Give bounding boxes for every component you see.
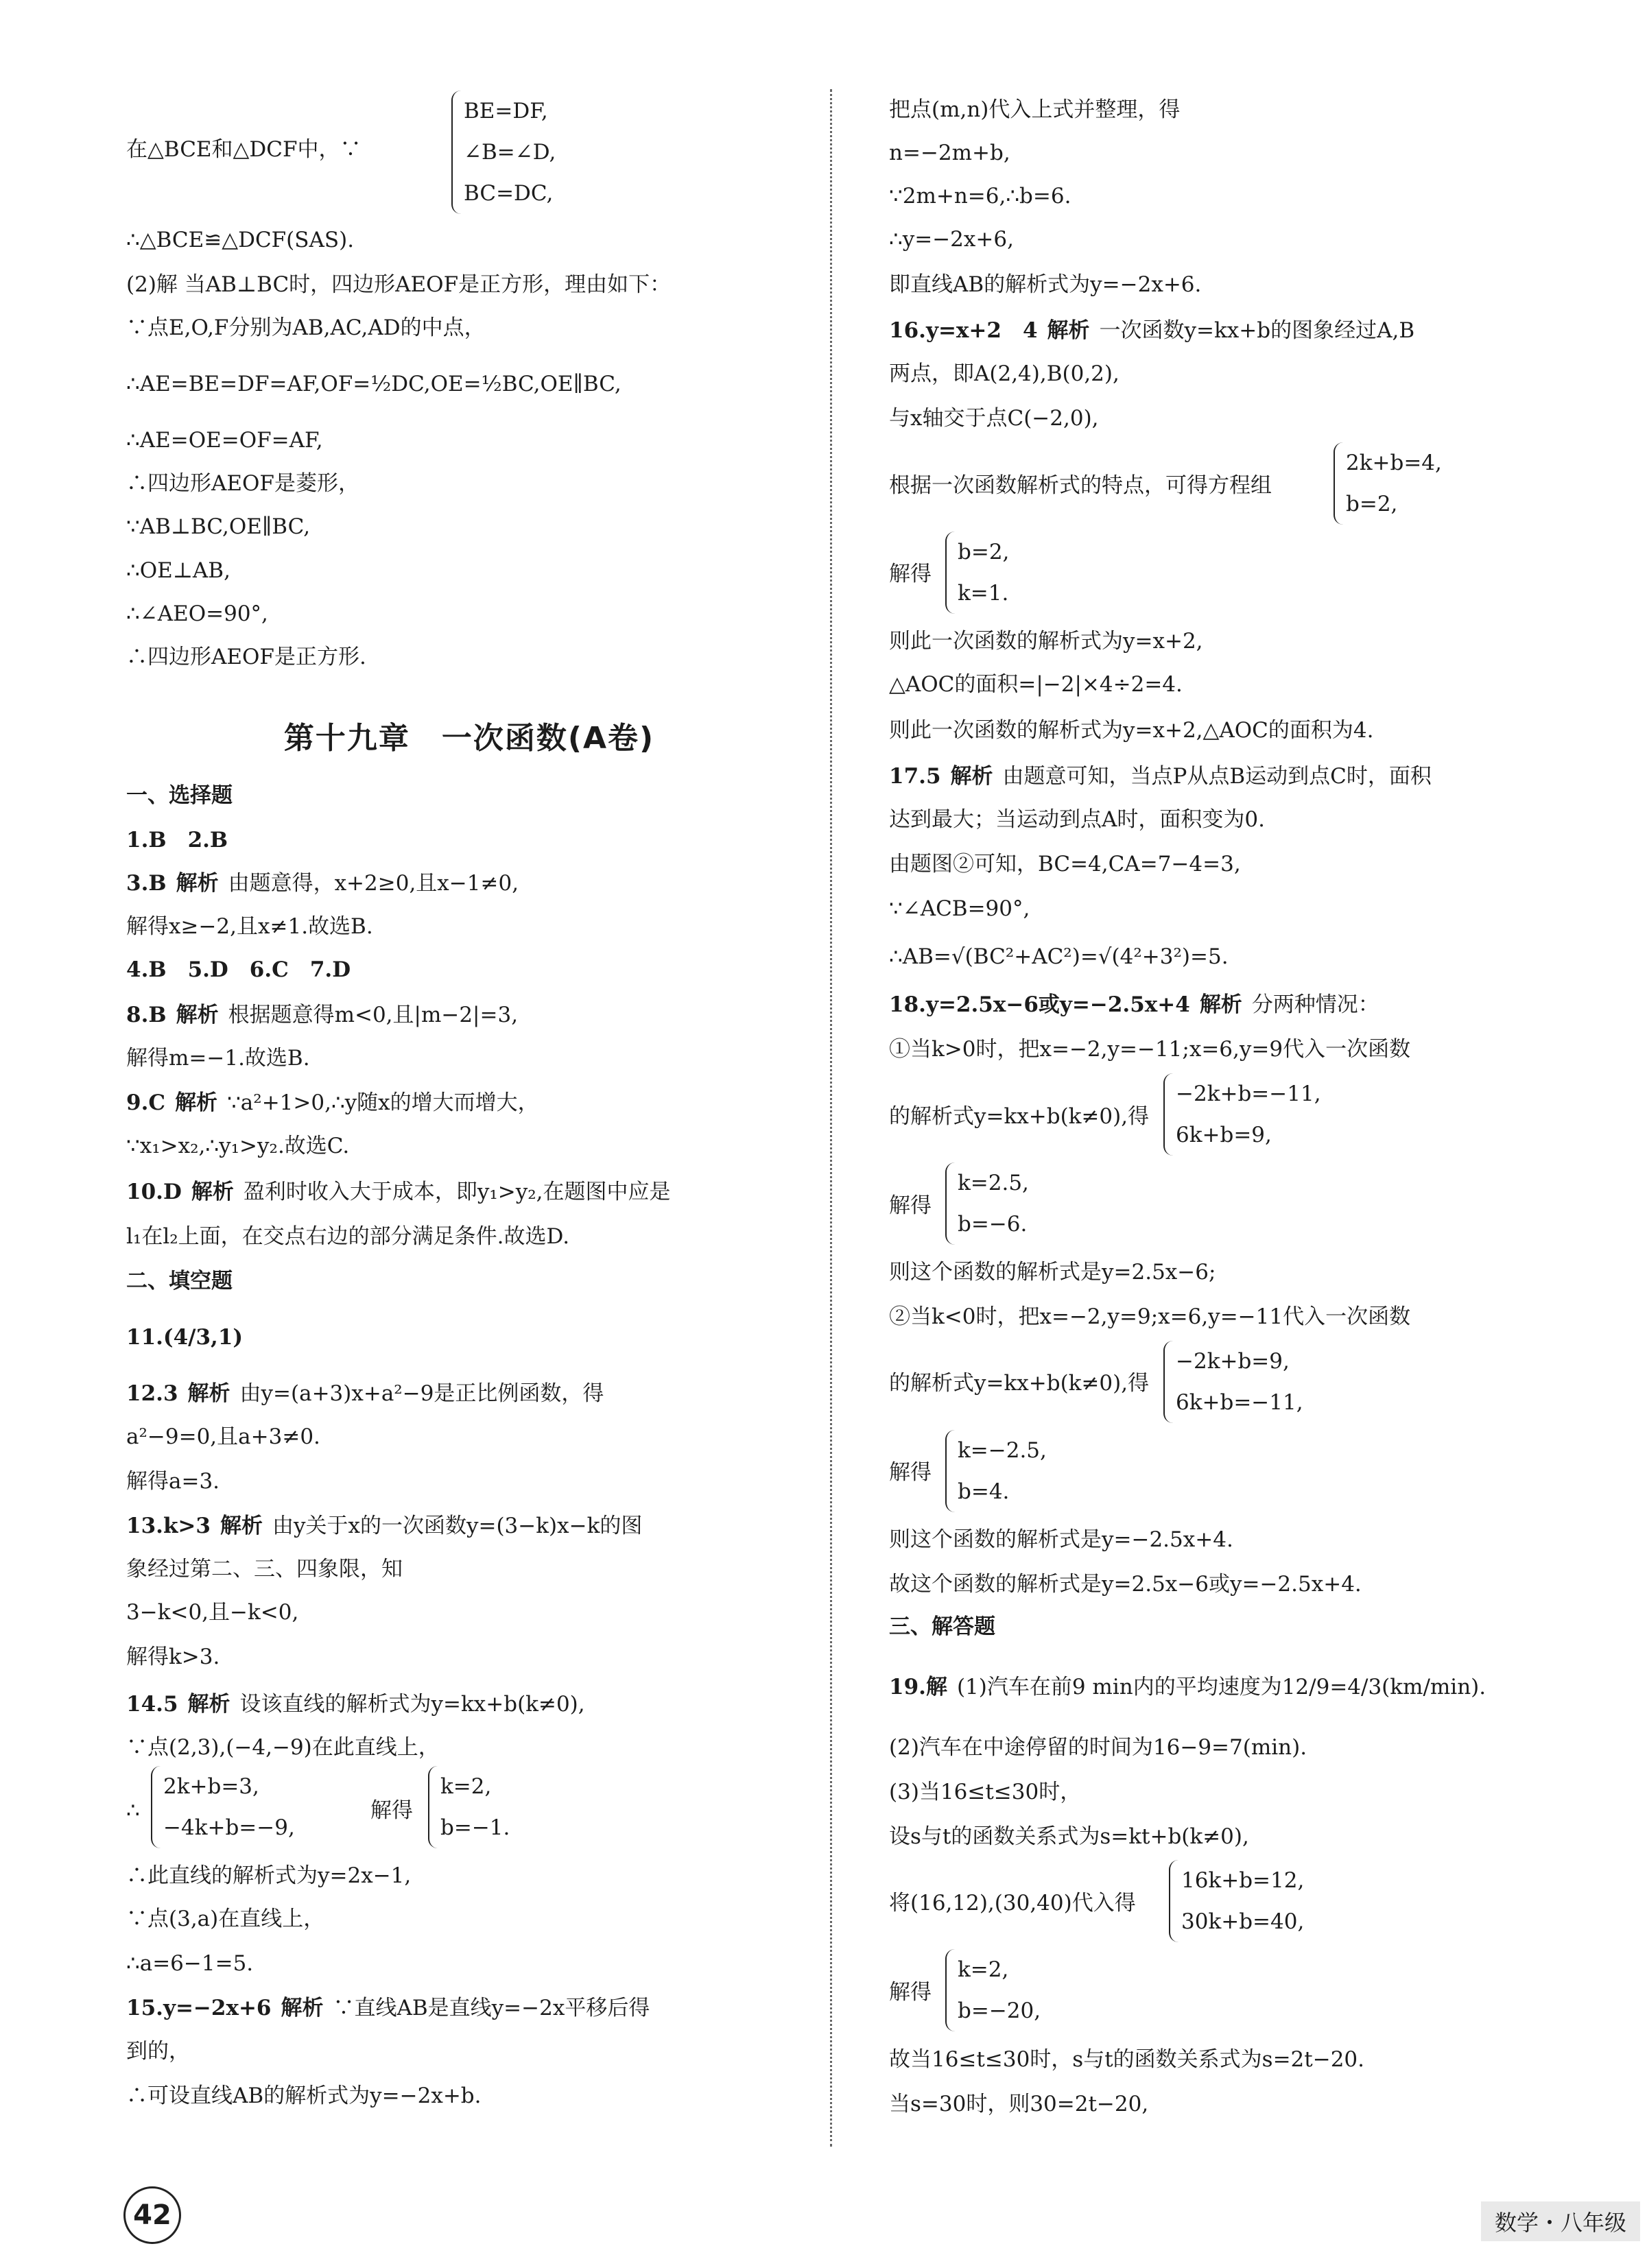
system-line: −2k+b=−11,	[1176, 1082, 1321, 1106]
system-line: k=1.	[958, 581, 1009, 606]
analysis-text: 设该直线的解析式为y=kx+b(k≠0),	[239, 1692, 585, 1717]
analysis-text: 一次函数y=kx+b的图象经过A,B	[1099, 318, 1415, 343]
analysis-label: 解析	[1199, 992, 1242, 1017]
analysis-label: 解析	[1047, 318, 1090, 343]
question-number: 13.	[126, 1514, 163, 1538]
answer: 5	[925, 764, 941, 789]
equation-system	[945, 1430, 1124, 1512]
answer: y=−2x+6	[163, 1996, 272, 2020]
answer: D	[163, 1180, 182, 1204]
text-line: ∴∠AEO=90°,	[126, 601, 268, 626]
analysis-label: 解析	[220, 1514, 263, 1538]
system-line: 30k+b=40,	[1181, 1909, 1305, 1934]
text-line: 解得	[889, 1980, 932, 2005]
answer-line	[889, 991, 1379, 1018]
answer-line	[126, 870, 519, 897]
system-line: −4k+b=−9,	[163, 1815, 295, 1840]
system-line: k=2,	[958, 1957, 1009, 1982]
solution-text: (1)汽车在前9 min内的平均速度为12/9=4/3(km/min).	[956, 1675, 1486, 1699]
text-line: 则这个函数的解析式是y=2.5x−6;	[889, 1260, 1216, 1285]
system-line: k=−2.5,	[958, 1438, 1047, 1463]
text-line: (2)解 当AB⊥BC时，四边形AEOF是正方形，理由如下：	[126, 272, 672, 297]
equation-system	[428, 1766, 606, 1848]
system-line: BC=DC,	[464, 181, 554, 206]
text-line: 将(16,12),(30,40)代入得	[889, 1891, 1136, 1915]
equation-system	[1163, 1341, 1438, 1423]
left-column	[126, 0, 812, 2268]
text-line: ∴AE=OE=OF=AF,	[126, 428, 323, 453]
text-line: ∵∠ACB=90°,	[889, 896, 1030, 921]
answer-line	[126, 1512, 642, 1540]
analysis-text: 根据题意得m<0,且|m−2|=3,	[228, 1003, 519, 1027]
question-number: 8.	[126, 1003, 149, 1027]
text-line: 故当16≤t≤30时，s与t的函数关系式为s=2t−20.	[889, 2047, 1365, 2072]
text-line: 3−k<0,且−k<0,	[126, 1600, 299, 1625]
chapter-title: 第十九章 一次函数(A卷)	[283, 721, 655, 756]
system-line: k=2,	[440, 1774, 492, 1799]
question-number: 12.	[126, 1381, 163, 1406]
analysis-text: 由y=(a+3)x+a²−9是正比例函数，得	[239, 1381, 604, 1406]
text-line: ∴△BCE≌△DCF(SAS).	[126, 228, 355, 252]
text-line: ①当k>0时，把x=−2,y=−11;x=6,y=9代入一次函数	[889, 1037, 1411, 1062]
text-line: 的解析式y=kx+b(k≠0),得	[889, 1371, 1150, 1396]
text-line: 解得	[370, 1798, 413, 1823]
text-line: ∵点(2,3),(−4,−9)在此直线上，	[126, 1735, 440, 1760]
text-line: ∵x₁>x₂,∴y₁>y₂.故选C.	[126, 1134, 350, 1158]
text-line: 在△BCE和△DCF中，∵	[126, 137, 362, 162]
question-number: 10.	[126, 1180, 163, 1204]
text-line: 解得m=−1.故选B.	[126, 1046, 310, 1071]
text-line: 解得	[889, 1460, 932, 1485]
system-line: k=2.5,	[958, 1171, 1029, 1195]
analysis-text: 由y关于x的一次函数y=(3−k)x−k的图	[272, 1514, 643, 1538]
answer-line	[126, 1001, 518, 1029]
question-number: 15.	[126, 1996, 163, 2020]
answer: B	[148, 871, 167, 896]
answer-line	[889, 763, 1432, 790]
solution-label: 解	[925, 1675, 947, 1699]
text-line: ∴四边形AEOF是正方形.	[126, 645, 366, 669]
analysis-label: 解析	[191, 1180, 234, 1204]
text-line: △AOC的面积=|−2|×4÷2=4.	[889, 672, 1183, 697]
question-number: 17.	[889, 764, 926, 789]
text-line: ∴可设直线AB的解析式为y=−2x+b.	[126, 2084, 482, 2108]
text-line: 解得	[889, 562, 932, 586]
text-line: 设s与t的函数关系式为s=kt+b(k≠0),	[889, 1824, 1249, 1849]
system-line: 2k+b=3,	[163, 1774, 259, 1799]
answer-line: 1.B 2.B	[126, 828, 228, 852]
text-line: 解得a=3.	[126, 1469, 220, 1494]
section-heading: 一、选择题	[126, 783, 233, 808]
question-number: 9.	[126, 1090, 149, 1115]
system-line: b=2,	[958, 540, 1010, 564]
system-line: b=−20,	[958, 1998, 1041, 2023]
text-line: 与x轴交于点C(−2,0),	[889, 406, 1099, 431]
text-line: (2)汽车在中途停留的时间为16−9=7(min).	[889, 1735, 1307, 1760]
analysis-label: 解析	[187, 1381, 230, 1406]
footer-label: 数学・八年级	[1481, 2201, 1640, 2241]
answer: k>3	[163, 1514, 211, 1538]
page-number: 42	[123, 2186, 181, 2244]
analysis-text: 分两种情况：	[1251, 992, 1379, 1017]
text-line: 即直线AB的解析式为y=−2x+6.	[889, 272, 1202, 297]
equation-system	[1169, 1860, 1443, 1942]
analysis-label: 解析	[950, 764, 993, 789]
answer: y=x+2 4	[925, 318, 1038, 343]
text-line: 则此一次函数的解析式为y=x+2,	[889, 629, 1203, 654]
text-line: ∴y=−2x+6,	[889, 227, 1014, 252]
answer: y=2.5x−6或y=−2.5x+4	[925, 992, 1190, 1017]
system-line: 6k+b=−11,	[1176, 1390, 1303, 1415]
text-line: ∵AB⊥BC,OE∥BC,	[126, 514, 311, 539]
text-line: ∵2m+n=6,∴b=6.	[889, 184, 1071, 208]
text-line: 故这个函数的解析式是y=2.5x−6或y=−2.5x+4.	[889, 1572, 1362, 1597]
system-line: b=2,	[1346, 492, 1398, 516]
column-divider	[830, 89, 832, 2147]
text-line: n=−2m+b,	[889, 141, 1010, 165]
system-line: 16k+b=12,	[1181, 1868, 1305, 1893]
system-line: b=4.	[958, 1479, 1010, 1504]
system-line: b=−6.	[958, 1212, 1028, 1237]
text-line: l₁在l₂上面，在交点右边的部分满足条件.故选D.	[126, 1224, 570, 1249]
text-line: ②当k<0时，把x=−2,y=9;x=6,y=−11代入一次函数	[889, 1304, 1411, 1329]
system-line: ∠B=∠D,	[464, 140, 556, 165]
answer-line	[126, 1178, 671, 1206]
section-heading: 二、填空题	[126, 1269, 233, 1293]
text-line: 解得x≥−2,且x≠1.故选B.	[126, 914, 373, 939]
answer-line: 11.(4/3,1)	[126, 1325, 244, 1350]
text-line: 达到最大；当运动到点A时，面积变为0.	[889, 807, 1265, 832]
text-line: 到的，	[126, 2039, 190, 2064]
text-line: 根据一次函数解析式的特点，可得方程组	[889, 473, 1272, 498]
text-line: 则此一次函数的解析式为y=x+2,△AOC的面积为4.	[889, 718, 1374, 743]
equation-system	[945, 1949, 1124, 2031]
answer: 5	[163, 1692, 178, 1717]
text-line: a²−9=0,且a+3≠0.	[126, 1424, 320, 1449]
answer: B	[148, 1003, 167, 1027]
text-line: (3)当16≤t≤30时，	[889, 1780, 1082, 1804]
analysis-text: 由题意可知，当点P从点B运动到点C时，面积	[1002, 764, 1432, 789]
system-line: −2k+b=9,	[1176, 1349, 1290, 1374]
equation-system	[945, 532, 1110, 614]
text-line: ∴此直线的解析式为y=2x−1,	[126, 1863, 412, 1888]
answer-line	[126, 1380, 604, 1407]
system-line: b=−1.	[440, 1815, 510, 1840]
text-line: ∴AB=√(BC²+AC²)=√(4²+3²)=5.	[889, 944, 1229, 969]
equation-system	[451, 91, 657, 214]
equation-system	[1334, 442, 1539, 525]
section-heading: 三、解答题	[889, 1614, 995, 1639]
text-line: 解得k>3.	[126, 1645, 220, 1669]
answer-line: 4.B 5.D 6.C 7.D	[126, 957, 351, 982]
analysis-label: 解析	[175, 1090, 218, 1115]
answer-line	[126, 1089, 539, 1117]
system-line: 6k+b=9,	[1176, 1123, 1272, 1147]
text-line: ∴OE⊥AB,	[126, 558, 230, 583]
analysis-label: 解析	[176, 871, 219, 896]
analysis-text: ∵a²+1>0,∴y随x的增大而增大，	[227, 1090, 539, 1115]
system-line: 2k+b=4,	[1346, 451, 1442, 475]
equation-system	[151, 1766, 357, 1848]
text-line: 由题图②可知，BC=4,CA=7−4=3,	[889, 852, 1241, 876]
text-line: 的解析式y=kx+b(k≠0),得	[889, 1104, 1150, 1129]
equation-system	[945, 1162, 1110, 1245]
text-line: 象经过第二、三、四象限，知	[126, 1557, 403, 1581]
analysis-label: 解析	[176, 1003, 219, 1027]
text-line: ∴AE=BE=DF=AF,OF=½DC,OE=½BC,OE∥BC,	[126, 372, 621, 396]
text-line: ∵点(3,a)在直线上，	[126, 1907, 325, 1931]
text-line: 则这个函数的解析式是y=−2.5x+4.	[889, 1527, 1233, 1552]
answer-line	[889, 1673, 1486, 1701]
answer: C	[148, 1090, 166, 1115]
question-number: 14.	[126, 1692, 163, 1717]
analysis-text: 由题意得，x+2≥0,且x−1≠0,	[228, 871, 519, 896]
text-line: 把点(m,n)代入上式并整理，得	[889, 97, 1181, 122]
question-number: 19.	[889, 1675, 926, 1699]
answer-line	[126, 1994, 650, 2022]
text-line: 解得	[889, 1193, 932, 1218]
answer: 3	[163, 1381, 178, 1406]
question-number: 3.	[126, 871, 149, 896]
text-line: ∴a=6−1=5.	[126, 1951, 254, 1976]
question-number: 16.	[889, 318, 926, 343]
answer-line	[889, 317, 1414, 344]
answer-line	[126, 1691, 585, 1718]
analysis-text: ∵直线AB是直线y=−2x平移后得	[333, 1996, 650, 2020]
right-column	[889, 0, 1575, 2268]
text-line: ∴四边形AEOF是菱形，	[126, 471, 359, 496]
text-line: 两点，即A(2,4),B(0,2),	[889, 361, 1119, 386]
text-line: ∵点E,O,F分别为AB,AC,AD的中点，	[126, 315, 486, 340]
analysis-label: 解析	[281, 1996, 324, 2020]
equation-system	[1163, 1073, 1438, 1156]
question-number: 18.	[889, 992, 926, 1017]
analysis-text: 盈利时收入大于成本，即y₁>y₂,在题图中应是	[243, 1180, 671, 1204]
system-line: BE=DF,	[464, 99, 548, 123]
analysis-label: 解析	[187, 1692, 230, 1717]
text-line: 当s=30时，则30=2t−20,	[889, 2092, 1149, 2116]
text-line: ∴	[126, 1798, 140, 1823]
